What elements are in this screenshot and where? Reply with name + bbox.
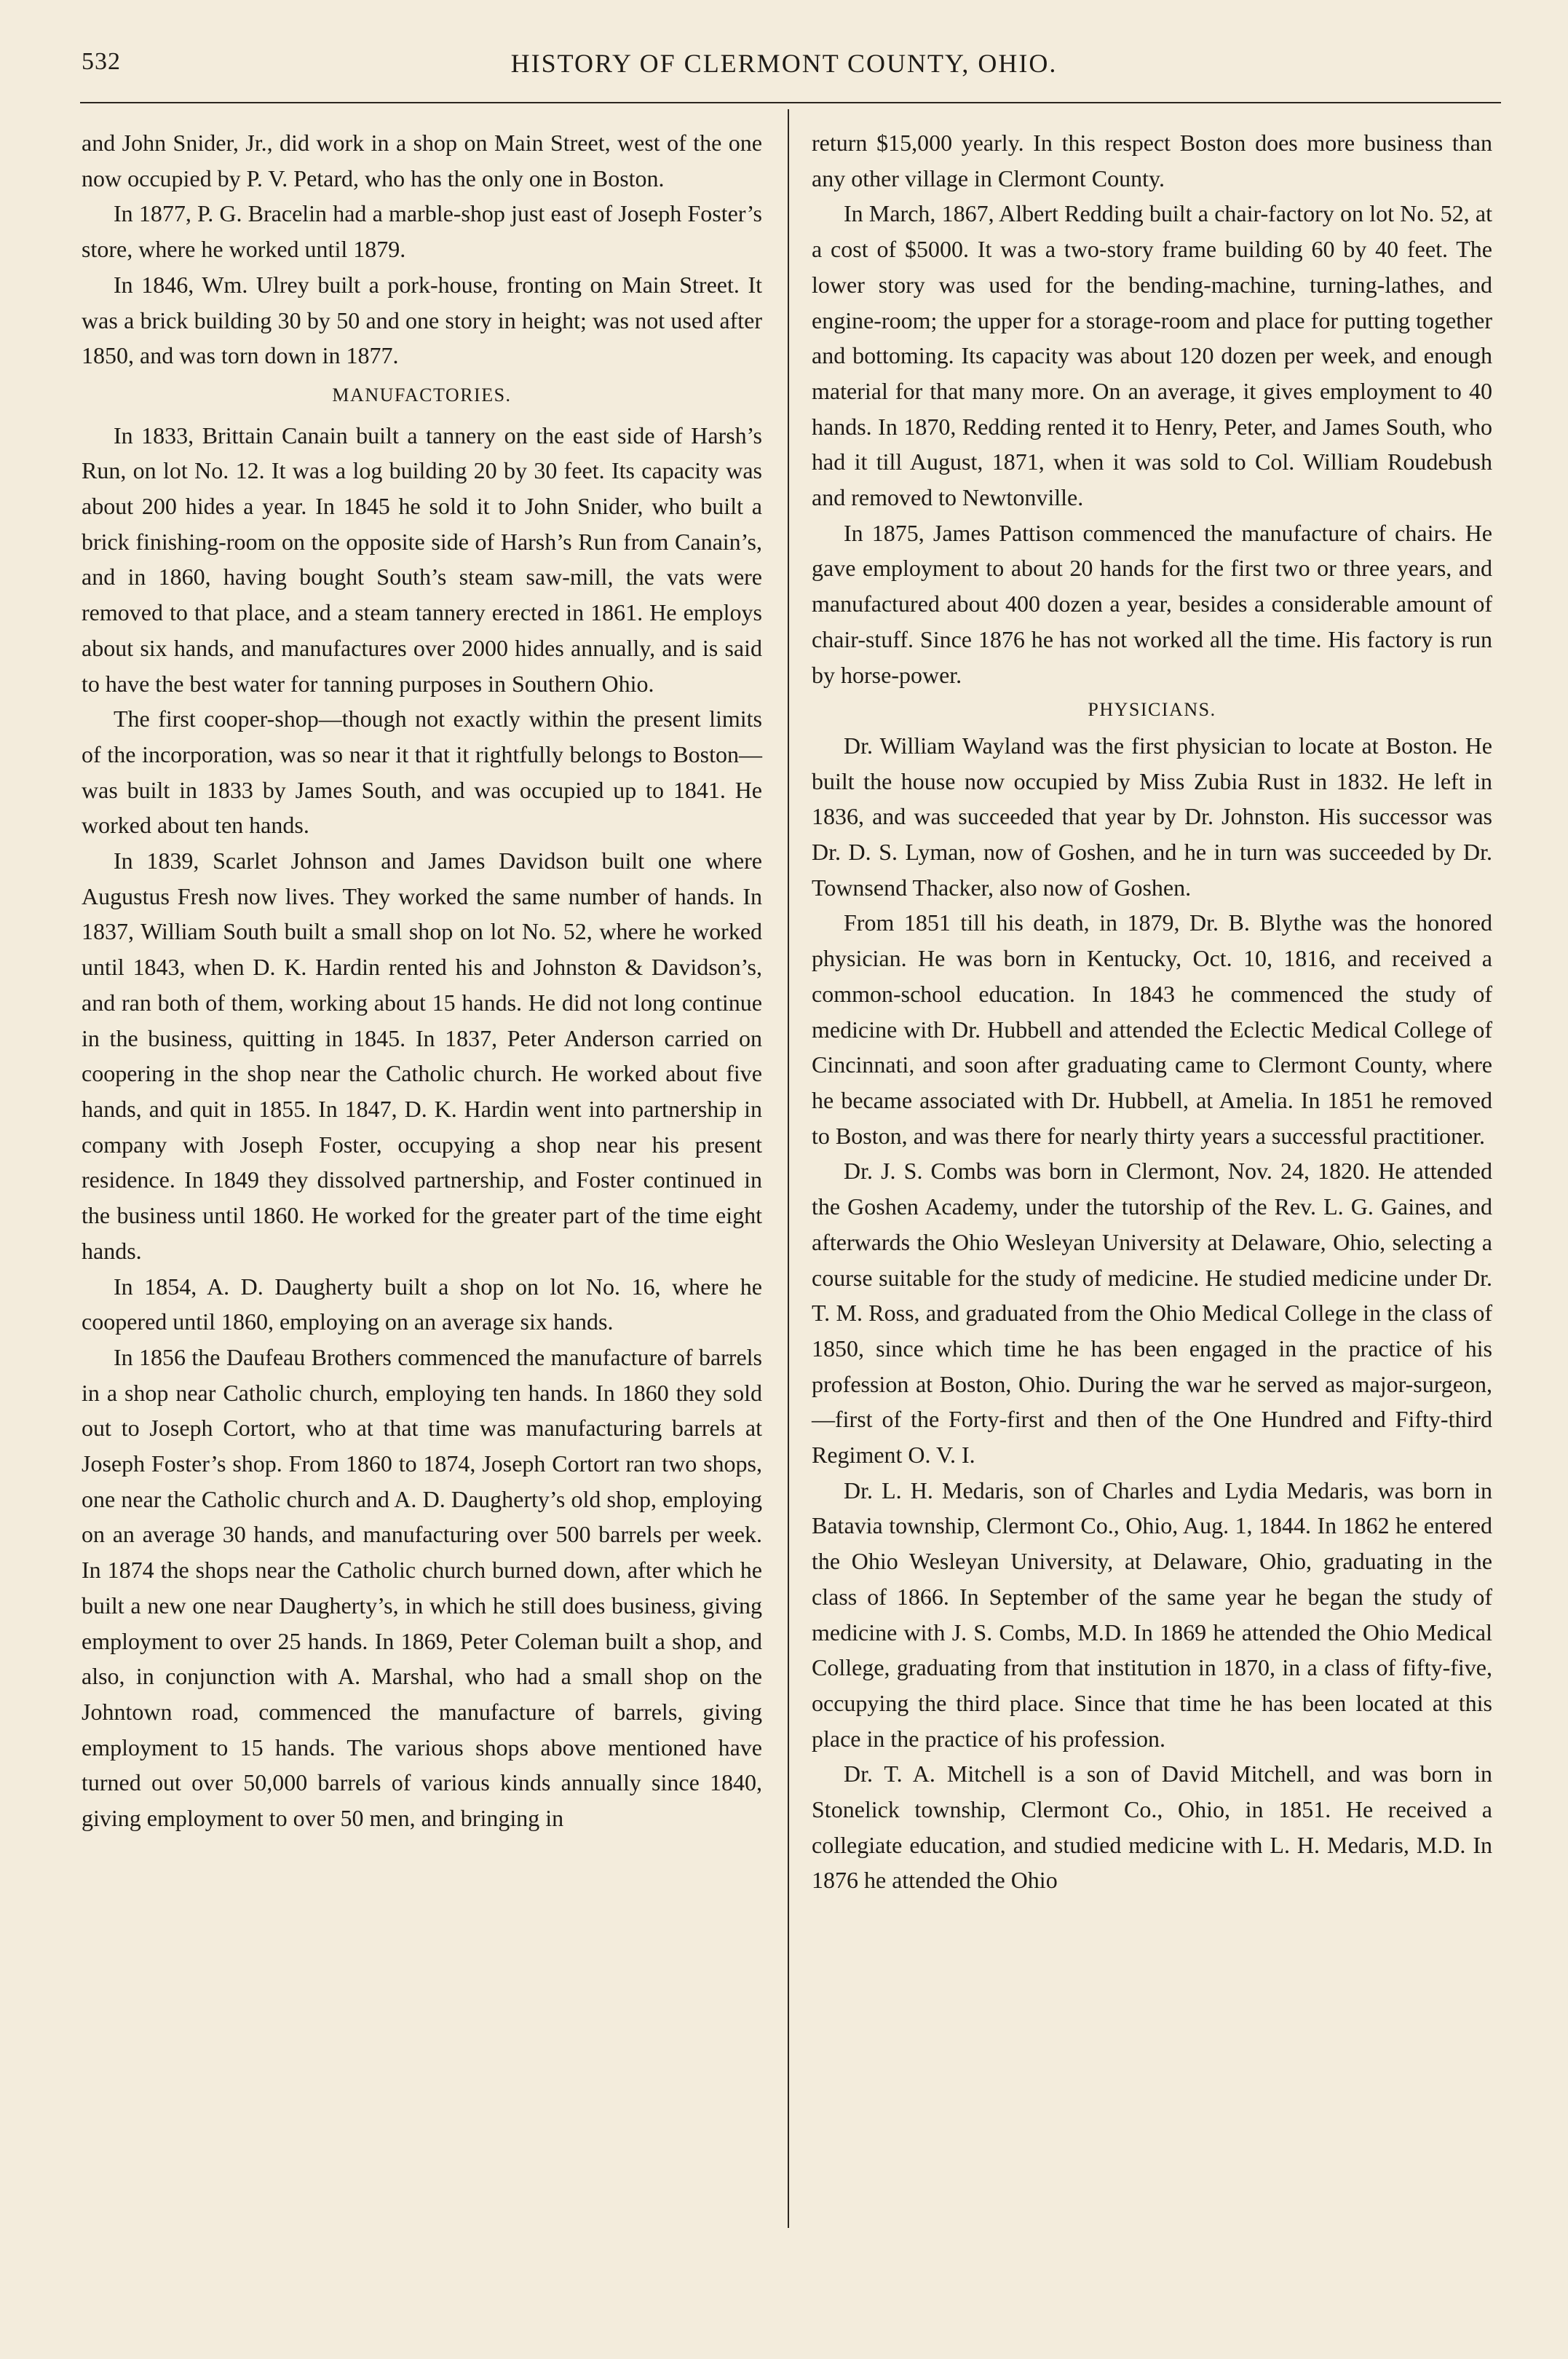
paragraph: In 1839, Scarlet Johnson and James Davidson built one where Augustus Fresh now lives. They worked the same number of hands. In 1837, William South built a small shop on lot No. 52, where he worked until 1843, when D. K. Hardin rented his and Johnston & Davidson’s, and ran both of them, working about 15 hands. He did not long continue in the business, quitting in 1845. In 1837, Peter Anderson carried on coopering in the shop near the Catholic church. He worked about five hands, and quit in 1855. In 1847, D. K. Hardin went into partnership in company with Joseph Foster, occupying a shop near his present residence. In 1849 they dissolved partnership, and Foster continued in the business until 1860. He worked for the greater part of the time eight hands.: [82, 847, 762, 1264]
paragraph: and John Snider, Jr., did work in a shop on Main Street, west of the one now occupied by P. V. Petard, who has the only one in Boston.: [82, 130, 762, 191]
paragraph: return $15,000 yearly. In this respect Boston does more business than any other village in Clermont County.: [812, 130, 1492, 191]
column-divider: [788, 109, 789, 2228]
paragraph: Dr. William Wayland was the first physician to locate at Boston. He built the house now occupied by Miss Zubia Rust in 1832. He left in 1836, and was succeeded that year by Dr. Johnston. His successor was Dr. D. S. Lyman, now of Goshen, and he in turn was succeeded by Dr. Townsend Thacker, also now of Goshen.: [812, 732, 1492, 901]
paragraph: In March, 1867, Albert Redding built a chair-factory on lot No. 52, at a cost of $5000. It was a two-story frame building 60 by 40 feet. The lower story was used for the bending-machine, turning-lathes, and engine-room; the upper for a storage-room and place for putting together and bottoming. Its capacity was about 120 dozen per week, and enough material for that many more. On an average, it gives employment to 40 hands. In 1870, Redding rented it to Henry, Peter, and James South, who had it till August, 1871, when it was sold to Col. William Roudebush and removed to Newtonville.: [812, 200, 1492, 511]
paragraph: Dr. T. A. Mitchell is a son of David Mitchell, and was born in Stonelick township, Clermont Co., Ohio, in 1851. He received a collegiate education, and studied medicine with L. H. Medaris, M.D. In 1876 he attended the Ohio: [812, 1761, 1492, 1894]
paragraph: From 1851 till his death, in 1879, Dr. B. Blythe was the honored physician. He was born in Kentucky, Oct. 10, 1816, and received a common-school education. In 1843 he commenced the study of medicine with Dr. Hubbell and attended the Eclectic Medical College of Cincinnati, and soon after graduating came to Clermont County, where he became associated with Dr. Hubbell, at Amelia. In 1851 he removed to Boston, and was there for nearly thirty years a successful practitioner.: [812, 909, 1492, 1149]
running-title: HISTORY OF CLERMONT COUNTY, OHIO.: [510, 49, 1058, 78]
paragraph: The first cooper-shop—though not exactly within the present limits of the incorporation, was so near it that it rightfully belongs to Boston—was built in 1833 by James South, and was occupied up to 1841. He worked about ten hands.: [82, 706, 762, 839]
paragraph: In 1877, P. G. Bracelin had a marble-shop just east of Joseph Foster’s store, where he worked until 1879.: [82, 200, 762, 263]
paragraph: In 1856 the Daufeau Brothers commenced the manufacture of barrels in a shop near Catholic church, employing ten hands. In 1860 they sold out to Joseph Cortort, who at that time was manufacturing barrels at Joseph Foster’s shop. From 1860 to 1874, Joseph Cortort ran two shops, one near the Catholic church and A. D. Daugherty’s old shop, employing on an average 30 hands, and manufacturing over 500 barrels per week. In 1874 the shops near the Catholic church burned down, after which he built a new one near Daugherty’s, in which he still does business, giving employment to over 25 hands. In 1869, Peter Coleman built a shop, and also, in conjunction with A. Marshal, who had a small shop on the Johntown road, commenced the manufacture of barrels, giving employment to 15 hands. The various shops above mentioned have turned out over 50,000 barrels of various kinds annually since 1840, giving employment to over 50 men, and bringing in: [82, 1343, 762, 1832]
paragraph: In 1846, Wm. Ulrey built a pork-house, fronting on Main Street. It was a brick building 30 by 50 and one story in height; was not used after 1850, and was torn down in 1877.: [82, 271, 762, 369]
paragraph: In 1854, A. D. Daugherty built a shop on lot No. 16, where he coopered until 1860, employing on an average six hands.: [82, 1273, 762, 1335]
left-column: [82, 125, 762, 1836]
paragraph: Dr. J. S. Combs was born in Clermont, Nov. 24, 1820. He attended the Goshen Academy, under the tutorship of the Rev. L. G. Gaines, and afterwards the Ohio Wesleyan University at Delaware, Ohio, selecting a course suitable for the study of medicine. He studied medicine under Dr. T. M. Ross, and graduated from the Ohio Medical College in the class of 1850, since which time he has been engaged in the practice of his profession at Boston, Ohio. During the war he served as major-surgeon,—first of the Forty-first and then of the One Hundred and Fifty-third Regiment O. V. I.: [812, 1158, 1492, 1469]
paragraph: In 1875, James Pattison commenced the manufacture of chairs. He gave employment to about 20 hands for the first two or three years, and manufactured about 400 dozen a year, besides a considerable amount of chair-stuff. Since 1876 he has not worked all the time. His factory is run by horse-power.: [812, 519, 1492, 688]
section-heading-manufactories: MANUFACTORIES.: [332, 384, 512, 406]
header-rule: [80, 102, 1501, 103]
section-heading-physicians: PHYSICIANS.: [1088, 699, 1216, 721]
page-number: 532: [82, 48, 121, 75]
paragraph: In 1833, Brittain Canain built a tannery on the east side of Harsh’s Run, on lot No. 12. It was a log building 20 by 30 feet. Its capacity was about 200 hides a year. In 1845 he sold it to John Snider, who built a brick finishing-room on the opposite side of Harsh’s Run from Canain’s, and in 1860, having bought South’s steam saw-mill, the vats were removed to that place, and a steam tannery erected in 1861. He employs about six hands, and manufactures over 2000 hides annually, and is said to have the best water for tanning purposes in Southern Ohio.: [82, 422, 762, 697]
paragraph: Dr. L. H. Medaris, son of Charles and Lydia Medaris, was born in Batavia township, Clermont Co., Ohio, Aug. 1, 1844. In 1862 he entered the Ohio Wesleyan University, at Delaware, Ohio, graduating in the class of 1866. In September of the same year he began the study of medicine with J. S. Combs, M.D. In 1869 he attended the Ohio Medical College, graduating from that institution in 1870, in a class of fifty-five, occupying the third place. Since that time he has been located at this place in the practice of his profession.: [812, 1477, 1492, 1752]
right-column: [812, 125, 1492, 1898]
